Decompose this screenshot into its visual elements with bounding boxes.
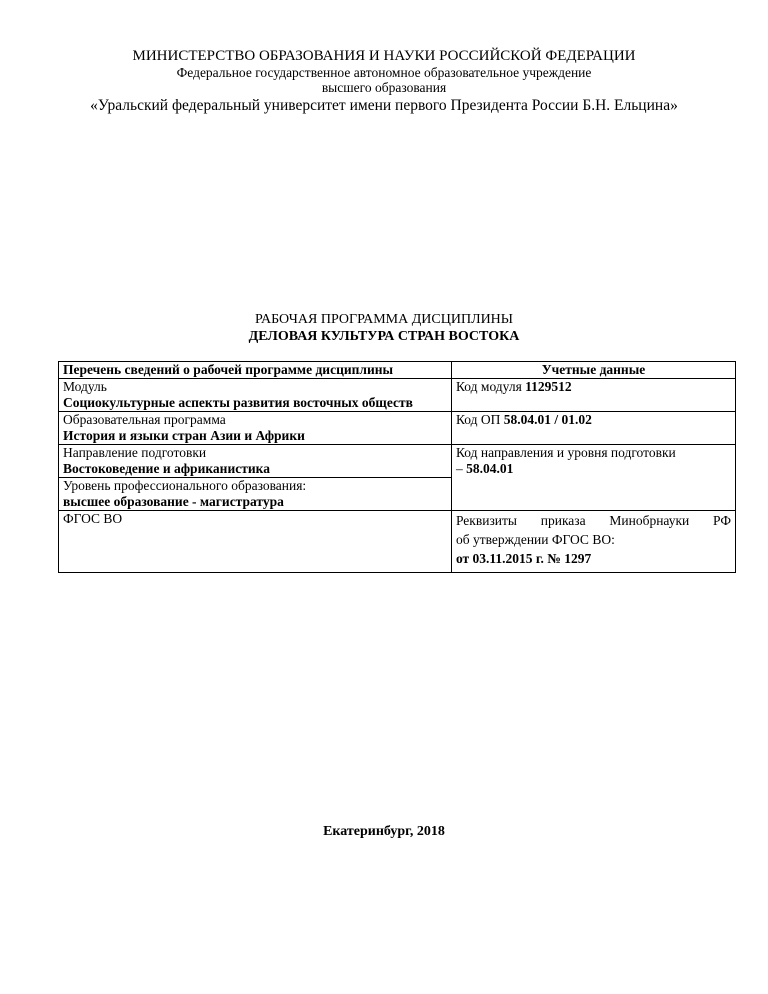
- document-title: [0, 311, 768, 345]
- document-header: [0, 47, 768, 117]
- direction-value: Востоковедение и африканистика: [63, 461, 270, 476]
- direction-label: Направление подготовки: [63, 445, 207, 460]
- university-name: «Уральский федеральный университет имени первого Президента России Б.Н. Ельцина»: [90, 97, 678, 114]
- header-right: Учетные данные: [451, 362, 735, 379]
- institution-type: Федеральное государственное автономное образовательное учреждение: [176, 65, 592, 80]
- level-value: высшее образование - магистратура: [63, 494, 284, 509]
- module-value: Социокультурные аспекты развития восточных обществ: [63, 395, 413, 410]
- fgos-requisites-line2: об утверждении ФГОС ВО:: [455, 532, 615, 547]
- fgos-cell: [59, 511, 452, 573]
- program-code-value: 58.04.01 / 01.02: [503, 412, 592, 427]
- fgos-requisites-cell: [451, 511, 735, 573]
- direction-code-value: 58.04.01: [466, 461, 514, 476]
- table-header-row: [59, 362, 736, 379]
- header-left: Перечень сведений о рабочей программе дисциплины: [59, 362, 452, 379]
- table-row-module: [59, 379, 736, 412]
- program-code-label: Код ОП: [455, 412, 504, 427]
- discipline-name: ДЕЛОВАЯ КУЛЬТУРА СТРАН ВОСТОКА: [248, 329, 520, 344]
- module-cell: [59, 379, 452, 412]
- education-level: высшего образования: [321, 80, 447, 95]
- module-code-cell: [451, 379, 735, 412]
- level-label: Уровень профессионального образования:: [63, 478, 307, 493]
- fgos-requisites-line1: Реквизиты приказа Минобрнауки РФ: [455, 513, 731, 528]
- direction-cell: [59, 445, 452, 478]
- fgos-label: ФГОС ВО: [63, 511, 123, 526]
- program-cell: [59, 412, 452, 445]
- fgos-requisites-value: от 03.11.2015 г. № 1297: [455, 551, 592, 566]
- table-row-fgos: [59, 511, 736, 573]
- module-code-value: 1129512: [525, 379, 572, 394]
- program-label: Образовательная программа: [63, 412, 226, 427]
- ministry-name: МИНИСТЕРСТВО ОБРАЗОВАНИЯ И НАУКИ РОССИЙСКОЙ ФЕДЕРАЦИИ: [132, 48, 636, 64]
- table-row-direction: [59, 445, 736, 478]
- direction-code-prefix: –: [455, 461, 467, 476]
- title-line-1: РАБОЧАЯ ПРОГРАММА ДИСЦИПЛИНЫ: [255, 312, 513, 327]
- program-value: История и языки стран Азии и Африки: [63, 428, 305, 443]
- city-year: Екатеринбург, 2018: [323, 824, 445, 839]
- direction-code-label: Код направления и уровня подготовки: [455, 445, 676, 460]
- direction-code-cell: [451, 445, 735, 511]
- program-code-cell: [451, 412, 735, 445]
- module-label: Модуль: [63, 379, 107, 394]
- table-row-program: [59, 412, 736, 445]
- program-info-table: [58, 361, 736, 573]
- level-cell: [59, 478, 452, 511]
- module-code-label: Код модуля: [455, 379, 526, 394]
